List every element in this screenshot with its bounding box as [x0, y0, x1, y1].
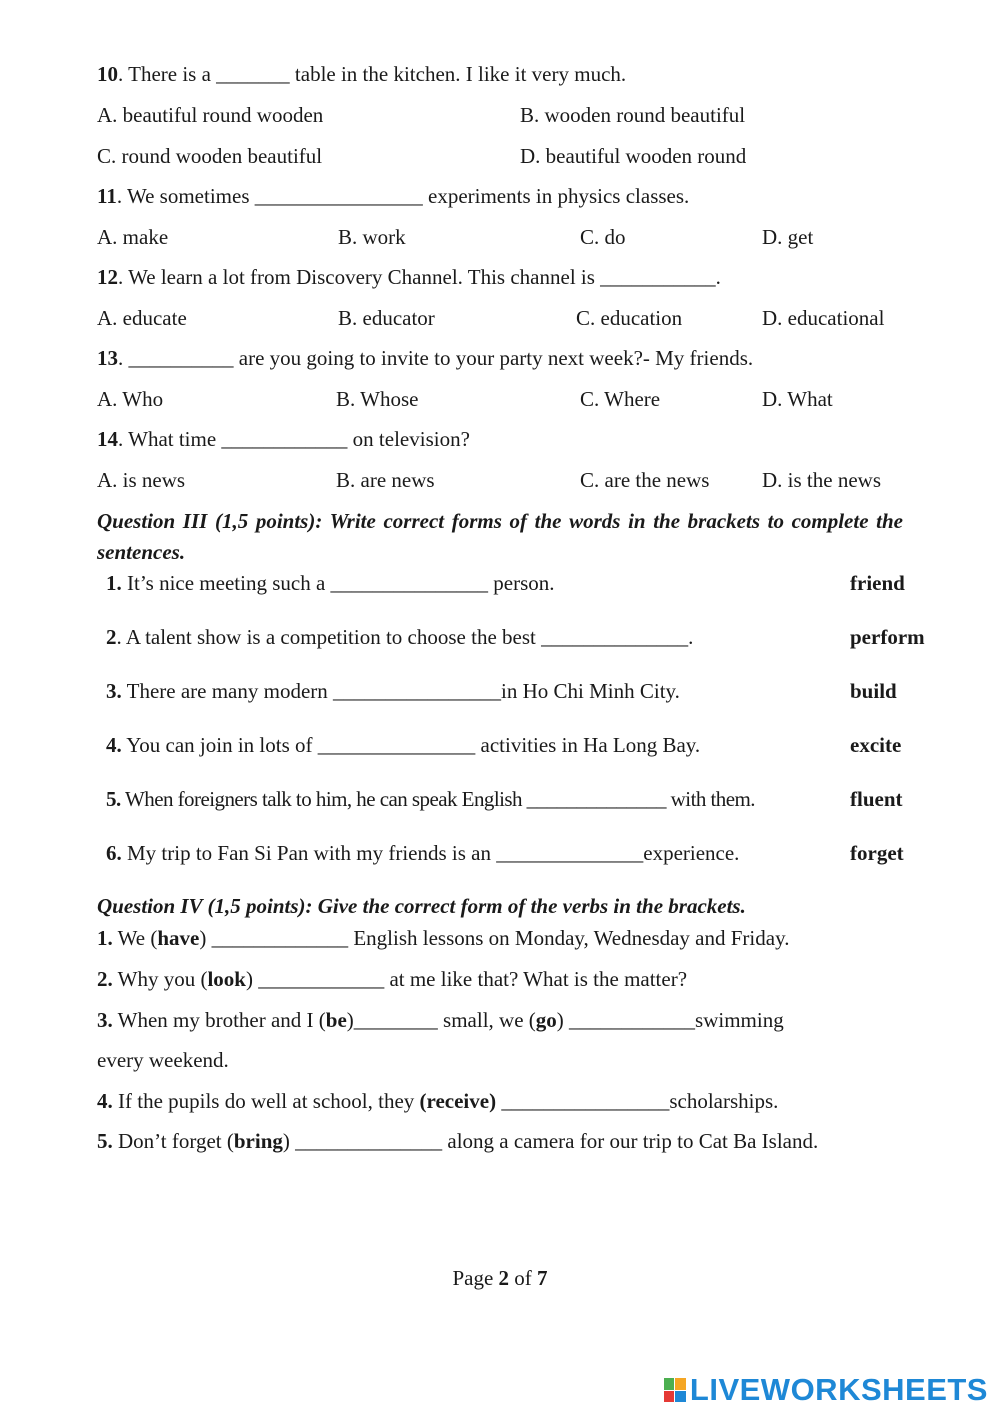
question-10-stem: 10. There is a _______ table in the kitchen. I like it very much.: [97, 62, 627, 86]
q13-option-d[interactable]: D. What: [762, 387, 833, 411]
q4-item-3: 3. When my brother and I (be)________ small, we (go) ____________swimming: [97, 1008, 784, 1032]
q3-item-3: 3. There are many modern ________________in Ho Chi Minh City.: [106, 679, 680, 703]
q3-item-6: 6. My trip to Fan Si Pan with my friends is an ______________experience.: [106, 841, 740, 865]
q14-option-b[interactable]: B. are news: [336, 468, 435, 492]
question-3-heading: Question III (1,5 points): Write correct forms of the words in the brackets to complete the sentences.: [97, 509, 903, 564]
q12-option-b[interactable]: B. educator: [338, 306, 435, 330]
q10-option-c[interactable]: C. round wooden beautiful: [97, 144, 323, 168]
question-14-stem: 14. What time ____________ on television?: [97, 427, 470, 451]
q14-option-a[interactable]: A. is news: [97, 468, 186, 492]
q12-option-a[interactable]: A. educate: [97, 306, 187, 330]
q3-word-5: fluent: [850, 787, 903, 811]
q11-option-a[interactable]: A. make: [97, 225, 169, 249]
q11-option-b[interactable]: B. work: [338, 225, 406, 249]
q3-word-6: forget: [850, 841, 904, 865]
q10-option-d[interactable]: D. beautiful wooden round: [520, 144, 747, 168]
q11-option-c[interactable]: C. do: [580, 225, 626, 249]
page-number: Page 2 of 7: [452, 1266, 548, 1290]
q3-item-2: 2. A talent show is a competition to choose the best ______________.: [106, 625, 694, 649]
q3-item-5: 5. When foreigners talk to him, he can speak English ______________ with them.: [106, 787, 756, 811]
q3-word-2: perform: [850, 625, 925, 649]
q13-option-c[interactable]: C. Where: [580, 387, 661, 411]
q10-option-b[interactable]: B. wooden round beautiful: [520, 103, 746, 127]
q13-option-b[interactable]: B. Whose: [336, 387, 419, 411]
q4-item-2: 2. Why you (look) ____________ at me like that? What is the matter?: [97, 967, 688, 991]
liveworksheets-logo: [664, 1372, 988, 1408]
q4-item-4: 4. If the pupils do well at school, they (receive) ________________scholarships.: [97, 1089, 779, 1113]
q4-item-3-continuation: every weekend.: [97, 1048, 229, 1072]
liveworksheets-logo-icon: [664, 1378, 686, 1402]
q14-option-c[interactable]: C. are the news: [580, 468, 710, 492]
q12-option-c[interactable]: C. education: [576, 306, 683, 330]
q3-word-4: excite: [850, 733, 902, 757]
q4-item-1: 1. We (have) _____________ English lessons on Monday, Wednesday and Friday.: [97, 926, 790, 950]
q3-item-4: 4. You can join in lots of _______________ activities in Ha Long Bay.: [106, 733, 701, 757]
q3-word-3: build: [850, 679, 897, 703]
q14-option-d[interactable]: D. is the news: [762, 468, 881, 492]
q3-word-1: friend: [850, 571, 905, 595]
question-12-stem: 12. We learn a lot from Discovery Channel. This channel is ___________.: [97, 265, 721, 289]
liveworksheets-logo-text: LIVEWORKSHEETS: [689, 1372, 988, 1407]
q4-item-5: 5. Don’t forget (bring) ______________ along a camera for our trip to Cat Ba Island.: [97, 1129, 819, 1153]
q13-option-a[interactable]: A. Who: [97, 387, 164, 411]
question-11-stem: 11. We sometimes ________________ experiments in physics classes.: [97, 184, 690, 208]
q11-option-d[interactable]: D. get: [762, 225, 814, 249]
q10-option-a[interactable]: A. beautiful round wooden: [97, 103, 324, 127]
question-13-stem: 13. __________ are you going to invite to your party next week?- My friends.: [97, 346, 754, 370]
q3-item-1: 1. It’s nice meeting such a _______________ person.: [106, 571, 555, 595]
q12-option-d[interactable]: D. educational: [762, 306, 885, 330]
question-4-heading: Question IV (1,5 points): Give the correct form of the verbs in the brackets.: [97, 894, 746, 918]
